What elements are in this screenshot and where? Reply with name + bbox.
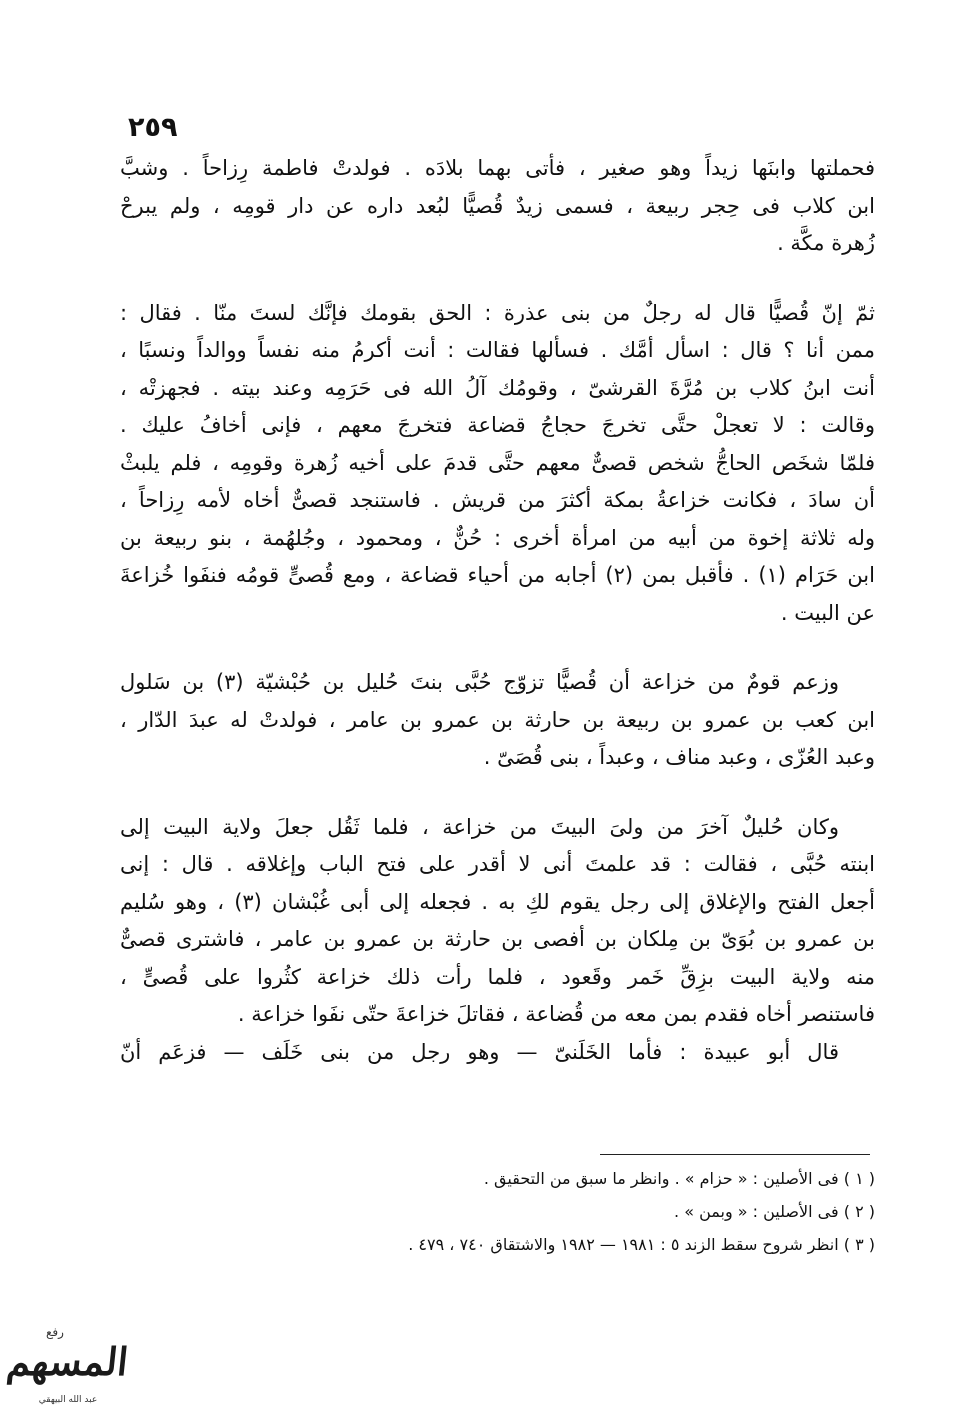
paragraph (120, 150, 875, 263)
footnote-divider (600, 1154, 870, 1155)
text-line: ابن حَرَام (١) . فأقبل بمن (٢) أجابه من أحياء قضاعة ، ومع قُصىٍّ قومُه فنفَوا خُزاعةَ (120, 563, 875, 587)
footnotes (315, 1162, 875, 1261)
paragraph (120, 1034, 875, 1072)
paragraph (120, 809, 875, 1034)
text-line: وقالت : لا تعجلْ حتَّى تخرجَ حجاجُ قضاعة فتخرجَ معهم ، فإنى أخافُ عليك . (120, 413, 875, 437)
text-line: فاستنصر أخاه فقدم بمن معه من قُضاعة ، فقاتلَ خزاعةَ حتّى نفَوا خزاعة . (237, 1002, 875, 1026)
text-line: قال أبو عبيدة : فأما الخَلَنىّ — وهو رجل من بنى خَلَف — فزعَم أنّ (120, 1039, 839, 1064)
footnote: ( ٢ ) فى الأصلين : « وبمن » . (674, 1202, 875, 1221)
text-line: زُهرة مكَّة . (777, 231, 875, 255)
text-line: فحملتها وابنَها زيداً وهو صغير ، فأتى بهما بلادَه . فولدتْ فاطمة رِزاحاً . وشبَّ (120, 156, 875, 180)
footnote: ( ١ ) فى الأصلين : « حزام » . وانظر ما سبق من التحقيق . (483, 1169, 875, 1188)
text-line: وله ثلاثة إخوة من أبيه من امرأة أخرى : حُنٌّ ، ومحمود ، وجُلهُمة ، بنو ربيعة بن (120, 525, 875, 550)
text-line: ابن كعب بن عمرو بن ربيعة بن حارثة بن عمرو بن عامر ، فولدتْ له عبدَ الدّار ، (120, 707, 875, 732)
text-line: وعبد العُزّى ، وعبد مناف ، وعبداً ، بنى قُصَىّ . (483, 745, 875, 769)
text-line: ثمّ إنّ قُصيًّا قال له رجلٌ من بنى عذرة : الحق بقومك فإنَّك لستَ منّا . فقال : (120, 300, 875, 325)
text-line: فلمّا شخَص الحاجُّ شخص قصىٌّ معهم حتَّى قدمَ على أخيه زُهرة وقومِه ، فلم يلبثْ (120, 450, 875, 475)
watermark-top-text: رفع (46, 1325, 64, 1339)
text-line: وزعم قومٌ من خزاعة أن قُصيًّا تزوّج حُبَّى بنتَ حُليل بن حُبْشيّة (٣) بن سَلول (120, 670, 840, 694)
text-line: منه ولاية البيت بزِقِّ خَمر وقَعود ، فلما رأت ذلك خزاعة كثُروا على قُصىٍّ ، (120, 964, 875, 989)
text-line: ابنته حُبَّى ، فقالت : قد علمتَ أنى لا أقدر على فتح الباب وإغلاقه . قال : إنى (120, 852, 875, 876)
watermark-main-text: المسهم (4, 1339, 131, 1384)
watermark-sub-text: عبد الله البيهقي (38, 1395, 98, 1405)
page-number: ٢٥٩ (128, 112, 178, 143)
library-watermark-logo (4, 1325, 131, 1415)
main-text (120, 150, 875, 1071)
text-line: بن عمرو بن بُوَىّ بن مِلكان بن أفصى بن حارثة بن عمرو بن عامر ، فاشترى قصىٌّ (120, 927, 875, 951)
text-line: أجعل الفتح والإغلاق إلى رجل يقوم لكِ به . فجعله إلى أبى غُبْشان (٣) ، وهو سُليم (120, 889, 875, 914)
text-line: وكان حُليلٌ آخرَ من ولىَ البيتَ من خزاعة ، فلما ثَقُل جعلَ ولاية البيت إلى (120, 814, 839, 839)
text-line: أن سادَ ، فكانت خزاعةُ بمكة أكثرَ من قريش . فاستنجد قصىٌّ أخاه لأمه رِزاحاً ، (120, 488, 875, 512)
text-line: ممن أنا ؟ قال : اسأل أمَّك . فسألها فقالت : أنت أكرمُ منه نفساً ووالداً ونسبًا ، (120, 338, 875, 362)
text-line: أنت ابنُ كلاب بن مُرَّةَ القرشىّ ، وقومُك آلُ الله فى حَرَمِه وعند بيته . فجهزتْه ، (120, 375, 875, 400)
paragraph (120, 295, 875, 633)
footnote: ( ٣ ) انظر شروح سقط الزند ٥ : ١٩٨١ — ١٩٨٢ والاشتقاق ٧٤٠ ، ٤٧٩ . (408, 1235, 875, 1254)
paragraph (120, 664, 875, 777)
text-line: عن البيت . (780, 600, 875, 625)
text-line: ابن كلاب فى حِجر ربيعة ، فسمى زيدٌ قُصيًّا لبُعد داره عن دار قومِه ، ولم يبرحْ (120, 193, 875, 218)
